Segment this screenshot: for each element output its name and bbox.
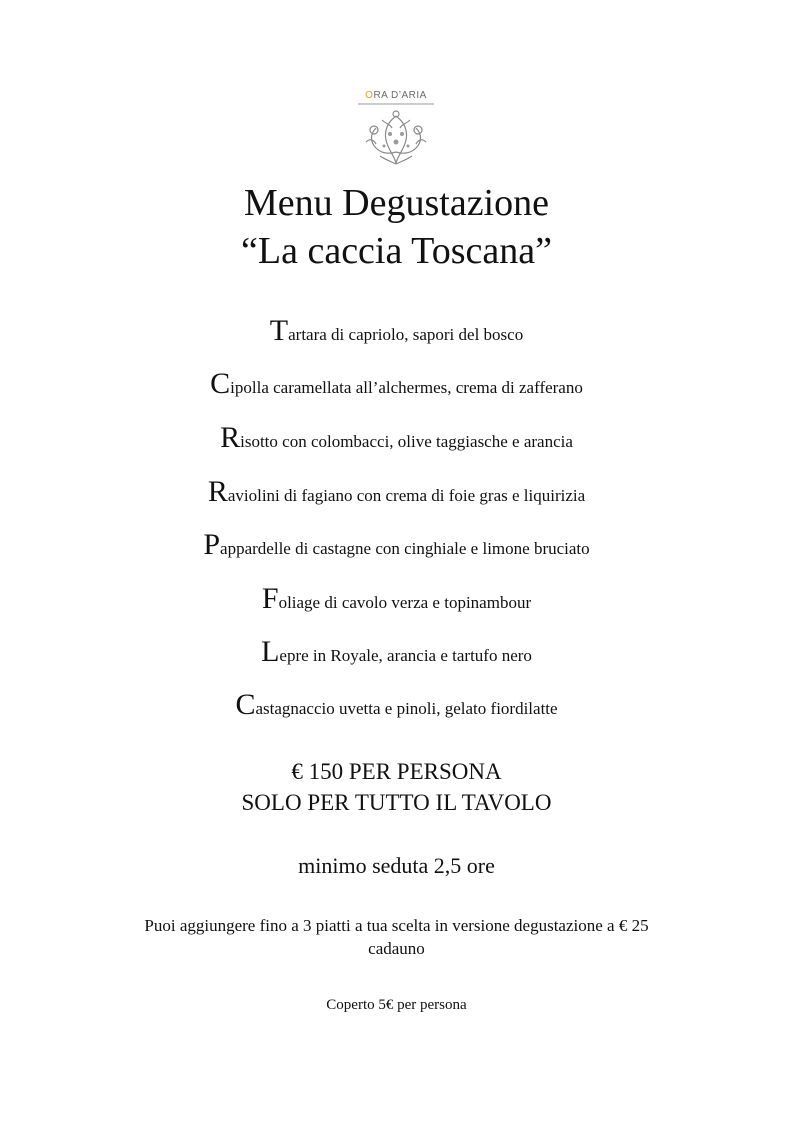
dish-5 — [0, 530, 793, 560]
dish-initial: P — [203, 528, 221, 561]
menu-subtitle: “La caccia Toscana” — [241, 230, 552, 272]
dish-text: epre in Royale, arancia e tartufo nero — [279, 646, 532, 665]
dish-text: ipolla caramellata all’alchermes, crema di zafferano — [230, 378, 583, 397]
dish-initial: R — [220, 421, 241, 454]
price-condition: SOLO PER TUTTO IL TAVOLO — [241, 790, 552, 815]
dish-2 — [0, 369, 793, 399]
restaurant-logo — [346, 90, 446, 170]
minimum-seating-time: minimo seduta 2,5 ore — [298, 853, 495, 878]
dish-text: aviolini di fagiano con crema di foie gras e liquirizia — [227, 486, 586, 505]
dish-4 — [0, 477, 793, 507]
dish-initial: F — [261, 582, 279, 615]
dish-text: appardelle di castagne con cinghiale e limone bruciato — [220, 539, 590, 558]
logo-subline — [358, 103, 434, 105]
logo-wordmark: ORA D’ARIA — [365, 90, 427, 101]
dish-initial: C — [235, 688, 256, 721]
menu-title: Menu Degustazione — [244, 182, 549, 224]
dish-text: artara di capriolo, sapori del bosco — [288, 325, 524, 344]
cover-charge: Coperto 5€ per persona — [326, 997, 467, 1013]
dish-3 — [0, 423, 793, 453]
extra-dishes-note-line2: cadauno — [368, 939, 425, 958]
dish-initial: L — [261, 635, 280, 668]
extra-dishes-note — [100, 914, 693, 960]
dish-text: astagnaccio uvetta e pinoli, gelato fiordilatte — [255, 699, 558, 718]
price-line: € 150 PER PERSONA — [291, 759, 502, 784]
dish-8 — [0, 690, 793, 720]
dish-initial: C — [210, 367, 231, 400]
dish-initial: R — [207, 475, 228, 508]
dish-6 — [0, 584, 793, 614]
dish-initial: T — [269, 314, 289, 347]
floral-crest-emblem-icon — [356, 108, 436, 168]
dish-7 — [0, 637, 793, 667]
dish-text: oliage di cavolo verza e topinambour — [278, 593, 532, 612]
dish-text: isotto con colombacci, olive taggiasche e arancia — [240, 432, 573, 451]
dish-1 — [0, 316, 793, 346]
extra-dishes-note-line1: Puoi aggiungere fino a 3 piatti a tua scelta in versione degustazione a € 25 — [144, 916, 649, 935]
